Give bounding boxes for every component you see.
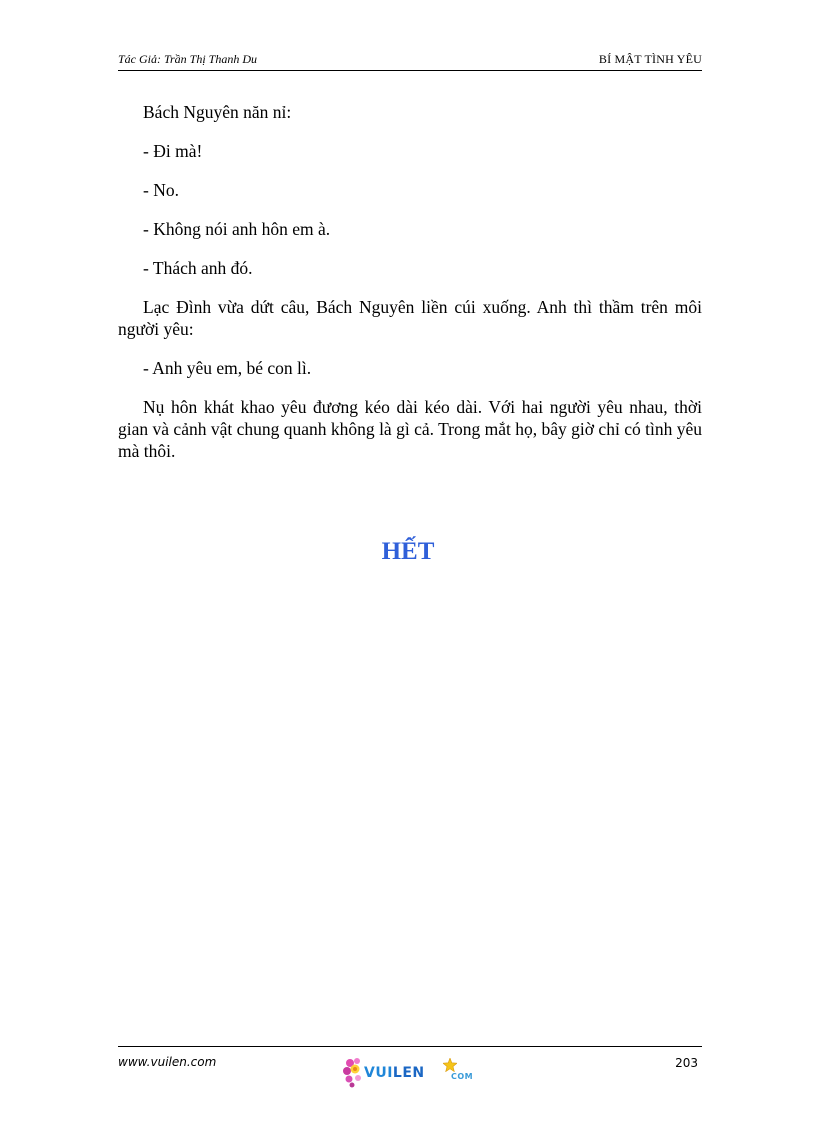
footer-divider [118, 1046, 702, 1047]
body-text [118, 101, 702, 479]
header-book-title: BÍ MẬT TÌNH YÊU [598, 52, 702, 66]
paragraph: - Đi mà! [143, 141, 203, 161]
logo-wordmark [364, 1065, 425, 1081]
logo-suffix: COM [451, 1072, 474, 1081]
page-footer [118, 1046, 702, 1096]
paragraph: Nụ hôn khát khao yêu đương kéo dài kéo dài. Với hai người yêu nhau, thời gian và cảnh vật chung quanh không là gì cả. Trong mắt họ, bây giờ chỉ có tình yêu mà thôi. [118, 397, 702, 461]
paragraph: - Anh yêu em, bé con lì. [143, 358, 312, 378]
paragraph: - No. [143, 180, 179, 200]
header-author: Tác Giả: Trần Thị Thanh Du [118, 52, 258, 66]
page-header [118, 52, 702, 71]
paragraph: Lạc Đình vừa dứt câu, Bách Nguyên liền cúi xuống. Anh thì thầm trên môi người yêu: [118, 297, 702, 339]
paragraph: Bách Nguyên năn nỉ: [143, 102, 292, 122]
paragraph: - Không nói anh hôn em à. [143, 219, 331, 239]
logo-text-len: LEN [392, 1065, 425, 1081]
footer-url-link[interactable]: www.vuilen.com [118, 1055, 217, 1069]
vuilen-logo[interactable] [340, 1052, 490, 1092]
end-title: HẾT [381, 538, 435, 565]
logo-text-vui: VUI [364, 1065, 393, 1081]
page-number: 203 [675, 1056, 698, 1070]
paragraph: - Thách anh đó. [143, 258, 253, 278]
star-icon [443, 1058, 457, 1072]
